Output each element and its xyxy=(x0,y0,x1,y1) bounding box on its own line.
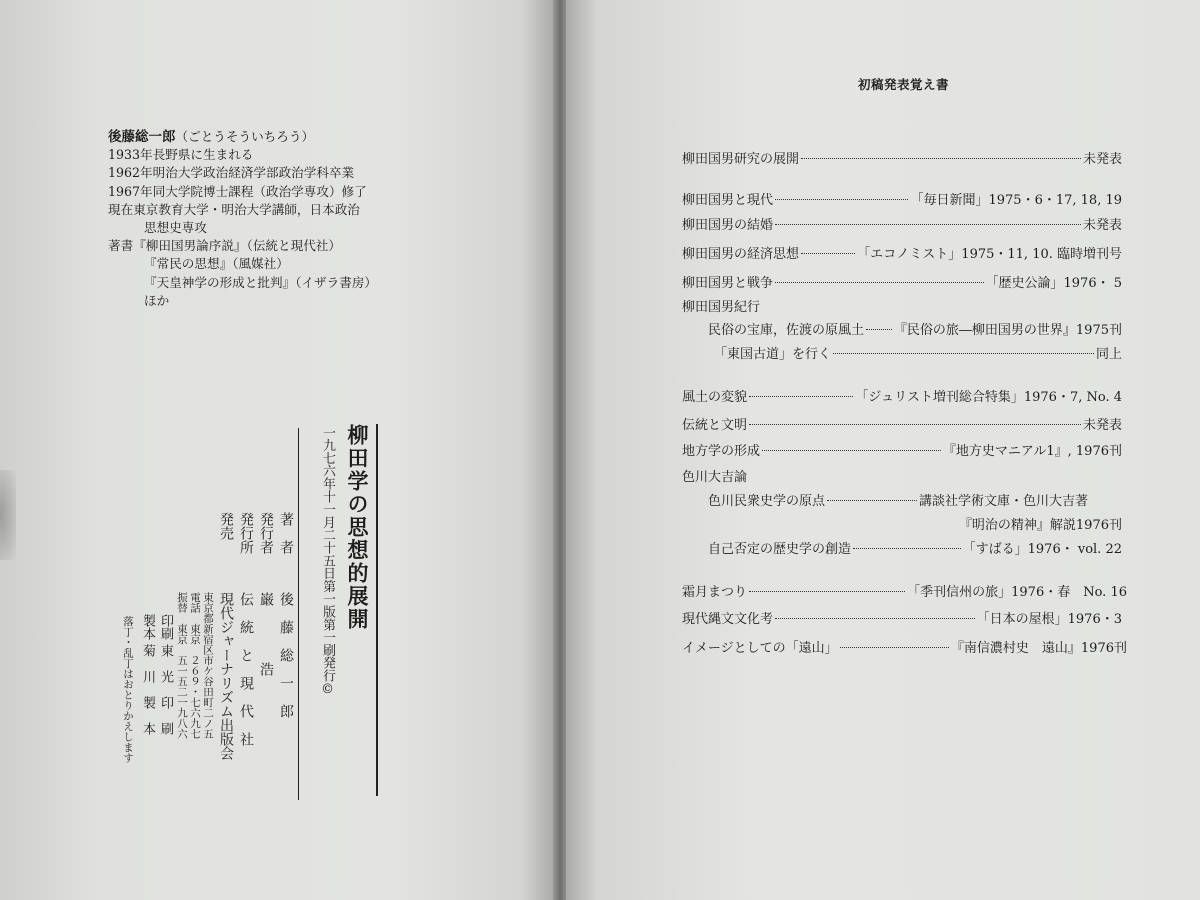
list-item xyxy=(682,637,1127,656)
author-bio xyxy=(108,128,408,310)
entry-title: 色川民衆史学の原点 xyxy=(708,494,826,509)
entry-source-continued: 『明治の精神』解説1976刊 xyxy=(958,518,1122,533)
entry-source: 『民俗の旅―柳田国男の世界』1975刊 xyxy=(893,323,1122,338)
colophon-author xyxy=(276,512,296,718)
entry-title: 柳田国男研究の展開 xyxy=(682,152,800,167)
entry-source: 『南信濃村史 遠山』1976刊 xyxy=(950,641,1127,656)
entry-title: 伝統と文明 xyxy=(682,418,748,433)
entry-source: 未発表 xyxy=(1082,218,1122,233)
colophon xyxy=(118,424,380,804)
colophon-rule-left xyxy=(298,428,299,800)
entry-title: 現代縄文文化考 xyxy=(682,612,774,627)
publisher-value: 巌 浩 xyxy=(258,592,274,676)
work-item: 『天皇神学の形成と批判』（イザラ書房） xyxy=(144,274,377,290)
dot-leader xyxy=(749,591,905,592)
list-item xyxy=(682,440,1122,459)
colophon-date: 一九七六年十一月二十五日第一版第一刷発行© xyxy=(320,426,335,697)
binder-label: 製本 xyxy=(140,614,155,640)
dot-leader xyxy=(853,548,961,549)
entry-source: 同上 xyxy=(1095,347,1122,362)
colophon-publisher xyxy=(256,512,276,676)
entry-title: 風土の変貌 xyxy=(682,390,748,405)
list-item xyxy=(682,189,1122,208)
list-item xyxy=(682,581,1127,600)
list-item xyxy=(682,608,1122,627)
entry-title: 「東国古道」を行く xyxy=(714,347,832,362)
colophon-phone: 電話 東京 ２６９・七六九七 xyxy=(189,592,201,739)
works-label: 著書 xyxy=(108,238,134,254)
left-page xyxy=(0,0,555,900)
work-item: 『常民の思想』（風媒社） xyxy=(144,256,289,272)
publisher-label: 発行者 xyxy=(258,512,274,554)
dot-leader xyxy=(775,199,908,200)
entry-source: 『地方史マニアル1』, 1976刊 xyxy=(942,444,1122,459)
entry-title: 地方学の形成 xyxy=(682,444,761,459)
entry-source: 「エコノミスト」1975・11, 10. 臨時増刊号 xyxy=(857,247,1122,262)
colophon-house xyxy=(236,512,256,746)
sales-label: 発売 xyxy=(218,512,234,540)
entry-title: 自己否定の歴史学の創造 xyxy=(708,542,852,557)
printer-value: 東 光 印 刷 xyxy=(158,644,173,735)
entry-title: 柳田国男と戦争 xyxy=(682,276,774,291)
dot-leader xyxy=(775,282,983,283)
entry-source: 未発表 xyxy=(1082,152,1122,167)
dot-leader xyxy=(775,618,975,619)
sales-value: 現代ジャーナリズム出版会 xyxy=(218,592,234,760)
binder-value: 菊 川 製 本 xyxy=(140,644,155,735)
list-item xyxy=(708,538,1122,557)
colophon-printer xyxy=(156,614,175,735)
house-value: 伝 統 と 現 代 社 xyxy=(238,592,254,746)
bio-line: 1933年長野県に生まれる xyxy=(108,147,254,163)
section-heading: 柳田国男紀行 xyxy=(682,300,761,315)
list-item xyxy=(714,343,1122,362)
entry-source: 未発表 xyxy=(1082,418,1122,433)
section-heading: 色川大吉論 xyxy=(682,470,748,485)
list-item xyxy=(708,490,1088,509)
entry-source: 「季刊信州の旅」1976・春 No. 16 xyxy=(907,585,1127,600)
entry-title: 民俗の宝庫，佐渡の原風土 xyxy=(708,323,865,338)
entry-title: イメージとしての「遠山」 xyxy=(682,641,838,656)
list-item xyxy=(708,319,1122,338)
dot-leader xyxy=(775,224,1081,225)
colophon-address: 東京都新宿区市ケ谷田町二ノ五 xyxy=(202,592,214,739)
list-item xyxy=(682,214,1122,233)
dot-leader xyxy=(866,329,892,330)
entry-source: 「毎日新聞」1975・6・17, 18, 19 xyxy=(910,193,1122,208)
bio-line: 1967年同大学院博士課程（政治学専攻）修了 xyxy=(108,183,367,199)
list-item xyxy=(682,414,1122,433)
dot-leader xyxy=(762,450,941,451)
entry-source: 「日本の屋根」1976・3 xyxy=(976,612,1122,627)
dot-leader xyxy=(801,158,1081,159)
list-item xyxy=(682,272,1122,291)
author-value: 後 藤 総 一 郎 xyxy=(278,592,294,718)
author-name: 後藤総一郎 xyxy=(108,129,176,145)
dot-leader xyxy=(749,424,1081,425)
dot-leader xyxy=(833,353,1094,354)
colophon-notice: 落丁・乱丁はおとりかえします xyxy=(122,616,134,763)
printer-label: 印刷 xyxy=(158,614,173,640)
author-reading: （ごとうそういちろう） xyxy=(175,129,315,144)
entry-title: 霜月まつり xyxy=(682,585,748,600)
colophon-sales xyxy=(216,512,236,760)
work-item: 『柳田国男論序説』（伝統と現代社） xyxy=(133,238,341,254)
entry-title: 柳田国男と現代 xyxy=(682,193,774,208)
notes-heading: 初稿発表覚え書 xyxy=(858,77,950,92)
entry-title: 柳田国男の経済思想 xyxy=(682,247,800,262)
author-label: 著 者 xyxy=(278,512,294,554)
colophon-binder xyxy=(138,614,157,735)
list-item xyxy=(682,243,1122,262)
entry-source: 講談社学術文庫・色川大吉著 xyxy=(918,494,1088,509)
colophon-title: 柳田学の思想的展開 xyxy=(345,424,369,631)
entry-source: 「すばる」1976・ vol. 22 xyxy=(962,542,1122,557)
entry-source: 「ジュリスト増刊総合特集」1976・7, No. 4 xyxy=(855,390,1122,405)
thumb-shadow xyxy=(0,470,16,560)
works-line xyxy=(108,237,408,255)
list-item xyxy=(682,386,1122,405)
bio-line: 現在東京教育大学・明治大学講師，日本政治 xyxy=(108,201,360,217)
bio-line: 思想史専攻 xyxy=(144,220,207,236)
house-label: 発行所 xyxy=(238,512,254,554)
dot-leader xyxy=(749,396,853,397)
dot-leader xyxy=(801,253,855,254)
dot-leader xyxy=(840,647,949,648)
list-item xyxy=(682,148,1122,167)
entry-source: 「歴史公論」1976・ 5 xyxy=(985,276,1122,291)
entry-title: 柳田国男の結婚 xyxy=(682,218,774,233)
bio-line: 1962年明治大学政治経済学部政治学科卒業 xyxy=(108,165,355,181)
dot-leader xyxy=(827,500,917,501)
author-name-line xyxy=(108,128,408,146)
colophon-rule-right xyxy=(376,424,378,796)
work-item: ほか xyxy=(144,292,170,308)
colophon-transfer: 振替 東京 五一五二一九八六 xyxy=(176,592,188,739)
